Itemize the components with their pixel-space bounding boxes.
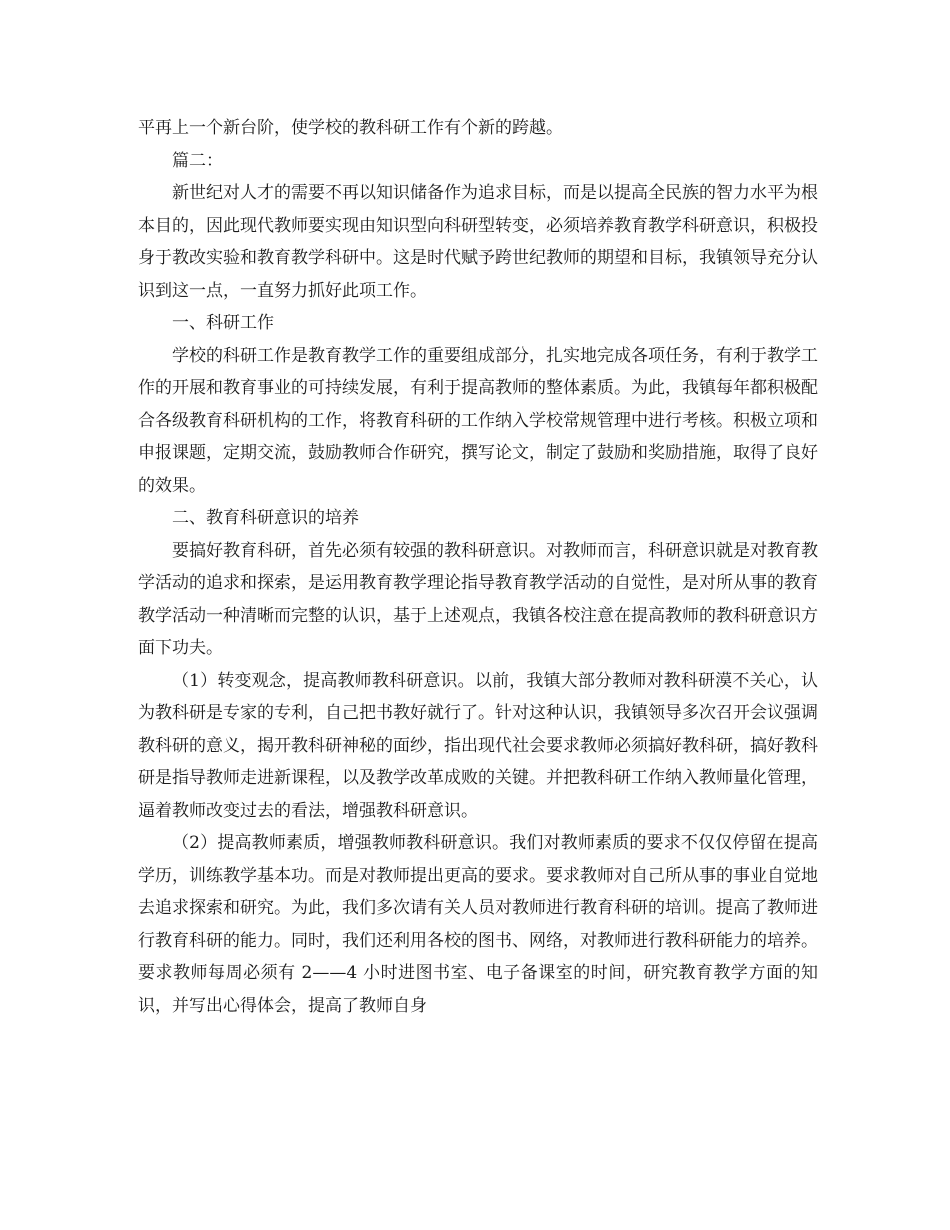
paragraph-awareness: 要搞好教育科研，首先必须有较强的教科研意识。对教师而言，科研意识就是对教育教学活动的追求和探索，是运用教育教学理论指导教育教学活动的自觉性，是对所从事的教育教学活动一种清晰而完整的认识，基于上述观点，我镇各校注意在提高教师的教科研意识方面下功夫。 [138,540,818,658]
section-heading-awareness: 二、教育科研意识的培养 [172,508,359,528]
paragraph-point-two: （2）提高教师素质，增强教师教科研意识。我们对教师素质的要求不仅仅停留在提高学历，训练教学基本功。而是对教师提出更高的要求。要求教师对自己所从事的事业自觉地去追求探索和研究。为此，我们多次请有关人员对教师进行教育科研的培训。提高了教师进行教育科研的能力。同时，我们还利用各校的图书、网络，对教师进行教科研能力的培养。要求教师每周必须有 2——4 小时进图书室、电子备课室的时间，研究教育教学方面的知识，并写出心得体会，提高了教师自身 [138,833,818,1016]
section-heading-part-two: 篇二： [172,150,223,171]
section-heading-research-work: 一、科研工作 [172,313,274,333]
paragraph-continued: 平再上一个新台阶，使学校的教科研工作有个新的跨越。 [138,118,563,138]
paragraph-research-work: 学校的科研工作是教育教学工作的重要组成部分，扎实地完成各项任务，有利于教学工作的开展和教育事业的可持续发展，有利于提高教师的整体素质。为此，我镇每年都积极配合各级教育科研机构的工作，将教育科研的工作纳入学校常规管理中进行考核。积极立项和申报课题，定期交流，鼓励教师合作研究，撰写论文，制定了鼓励和奖励措施，取得了良好的效果。 [138,345,818,496]
paragraph-point-one: （1）转变观念，提高教师教科研意识。以前，我镇大部分教师对教科研漠不关心，认为教科研是专家的专利，自己把书教好就行了。针对这种认识，我镇领导多次召开会议强调教科研的意义，揭开教科研神秘的面纱，指出现代社会要求教师必须搞好教科研，搞好教科研是指导教师走进新课程，以及教学改革成败的关键。并把教科研工作纳入教师量化管理，逼着教师改变过去的看法，增强教科研意识。 [138,670,818,821]
paragraph-intro: 新世纪对人才的需要不再以知识储备作为追求目标，而是以提高全民族的智力水平为根本目的，因此现代教师要实现由知识型向科研型转变，必须培养教育教学科研意识，积极投身于教改实验和教育教学科研中。这是时代赋予跨世纪教师的期望和目标，我镇领导充分认识到这一点，一直努力抓好此项工作。 [138,183,818,301]
document-body [138,112,818,1022]
